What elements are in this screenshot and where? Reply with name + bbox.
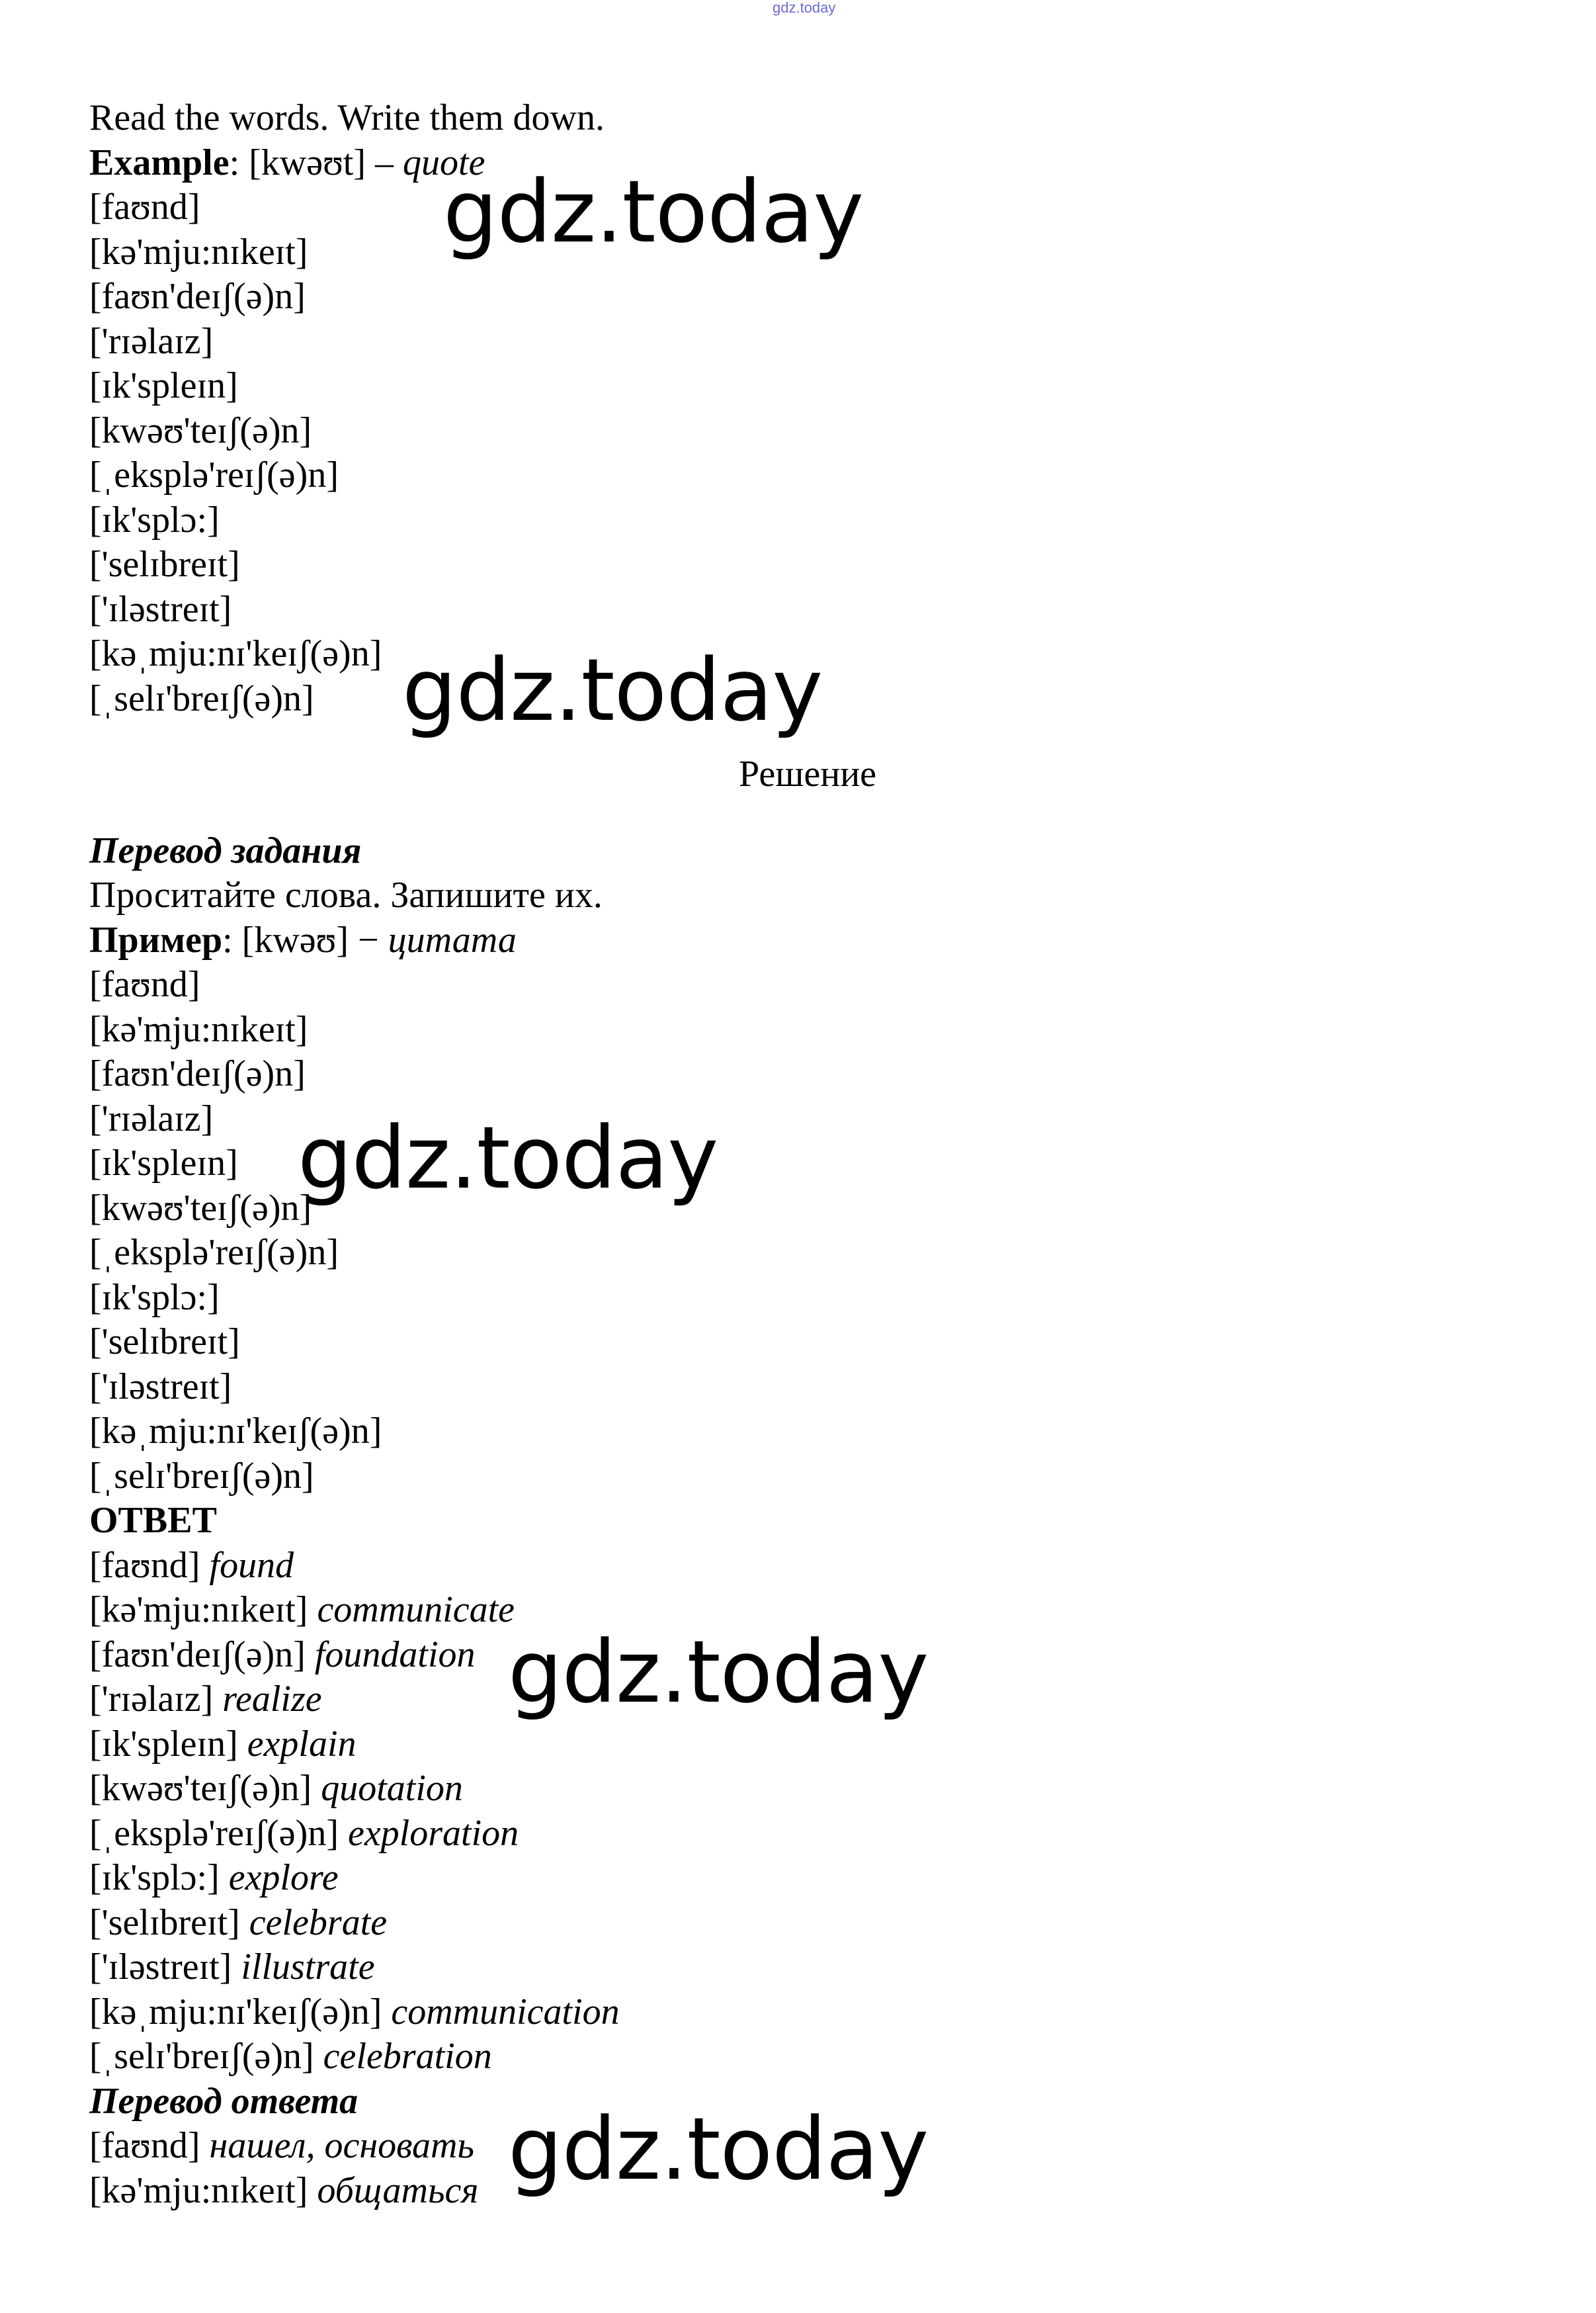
- answer-word: explore: [228, 1857, 339, 1898]
- watermark-stamp: gdz.today: [508, 2099, 929, 2199]
- translation-word: ['ɪləstreɪt]: [89, 1366, 232, 1407]
- answer-transcription: [ˌeksplə'reɪʃ(ə)n]: [89, 1812, 339, 1854]
- answer-heading: ОТВЕТ: [89, 1500, 217, 1541]
- example-word: quote: [403, 142, 485, 183]
- answer-item: [89, 1544, 1511, 1589]
- translation-example-label: Пример: [89, 919, 223, 961]
- answer-word: foundation: [314, 1634, 476, 1675]
- answer-transcription: [faʊnd]: [89, 1544, 200, 1586]
- answer-transcription: ['ɪləstreɪt]: [89, 1946, 232, 1987]
- answer-item: [89, 1856, 1511, 1901]
- answer-word: celebrate: [249, 1901, 388, 1943]
- answer-transcription: [kwəʊ'teɪʃ(ə)n]: [89, 1768, 312, 1809]
- solution-heading: Решение: [739, 754, 877, 795]
- answer-translation-transcription: [kə'mju:nɪkeɪt]: [89, 2169, 308, 2211]
- task-word: [kəˌmju:nɪ'keɪʃ(ə)n]: [89, 633, 382, 674]
- translation-word: [faʊn'deɪʃ(ə)n]: [89, 1053, 306, 1094]
- answer-transcription: [kə'mju:nɪkeɪt]: [89, 1589, 308, 1630]
- answer-transcription: ['rɪəlaɪz]: [89, 1679, 214, 1720]
- answer-transcription: [ˌselɪ'breɪʃ(ə)n]: [89, 2036, 314, 2077]
- translation-word-list: [89, 963, 1511, 1499]
- top-watermark-text: gdz.today: [773, 0, 836, 16]
- translation-word: [kwəʊ'teɪʃ(ə)n]: [89, 1187, 312, 1229]
- answer-word: realize: [222, 1679, 322, 1720]
- translation-word: [kə'mju:nɪkeɪt]: [89, 1008, 308, 1050]
- translation-word: [ɪk'spleɪn]: [89, 1143, 238, 1184]
- answer-item: [89, 1767, 1511, 1811]
- task-word: [faʊnd]: [89, 187, 200, 228]
- translation-word: [ˌeksplə'reɪʃ(ə)n]: [89, 1232, 339, 1273]
- example-label: Example: [89, 142, 230, 183]
- task-word: ['selɪbreɪt]: [89, 544, 240, 585]
- answer-item: [89, 1945, 1511, 1990]
- task-word: [ɪk'spleɪn]: [89, 365, 238, 406]
- answer-transcription: [faʊn'deɪʃ(ə)n]: [89, 1634, 306, 1675]
- task-word: [ˌselɪ'breɪʃ(ə)n]: [89, 677, 314, 719]
- translation-example-word: цитата: [388, 919, 517, 961]
- example-transcription: : [kwəʊt] –: [229, 142, 403, 183]
- task-word: [kwəʊ'teɪʃ(ə)n]: [89, 410, 312, 451]
- answer-item: [89, 2034, 1511, 2079]
- answer-translation-heading: Перевод ответа: [89, 2080, 358, 2122]
- task-word: [ɪk'splɔ:]: [89, 499, 220, 541]
- task-word: [kə'mju:nɪkeɪt]: [89, 231, 308, 273]
- answer-translation-word: нашел, основать: [209, 2125, 474, 2166]
- translation-word: [faʊnd]: [89, 964, 200, 1005]
- translation-word: [ɪk'splɔ:]: [89, 1276, 220, 1318]
- answer-word: communicate: [317, 1589, 515, 1630]
- translation-word: [kəˌmju:nɪ'keɪʃ(ə)n]: [89, 1411, 382, 1452]
- task-word: ['rɪəlaɪz]: [89, 320, 214, 362]
- answer-word: illustrate: [241, 1946, 375, 1987]
- task-word: [faʊn'deɪʃ(ə)n]: [89, 276, 306, 317]
- watermark-stamp: gdz.today: [298, 1108, 718, 1208]
- translation-word: ['rɪəlaɪz]: [89, 1098, 214, 1139]
- answer-translation-word: общаться: [317, 2169, 479, 2211]
- answer-word: found: [209, 1544, 294, 1586]
- answer-item: [89, 1901, 1511, 1946]
- answer-word: exploration: [347, 1812, 519, 1854]
- task-instruction: Read the words. Write them down.: [89, 97, 605, 138]
- answer-translation-transcription: [faʊnd]: [89, 2125, 200, 2166]
- task-word: [ˌeksplə'reɪʃ(ə)n]: [89, 455, 339, 496]
- answer-item: [89, 1990, 1511, 2035]
- task-word: ['ɪləstreɪt]: [89, 588, 232, 630]
- translation-heading: Перевод задания: [89, 830, 362, 871]
- answer-transcription: [kəˌmju:nɪ'keɪʃ(ə)n]: [89, 1991, 382, 2032]
- answer-word: communication: [391, 1991, 620, 2032]
- translation-example: [89, 918, 1511, 963]
- watermark-stamp: gdz.today: [402, 640, 823, 740]
- answer-transcription: [ɪk'spleɪn]: [89, 1723, 238, 1765]
- answer-transcription: [ɪk'splɔ:]: [89, 1857, 220, 1898]
- answer-word: quotation: [321, 1768, 463, 1809]
- answer-item: [89, 1722, 1511, 1767]
- watermark-stamp: gdz.today: [443, 161, 864, 262]
- translation-instruction: Проситайте слова. Запишите их.: [89, 875, 603, 916]
- watermark-stamp: gdz.today: [508, 1622, 929, 1722]
- translation-example-transcription: : [kwəʊ] −: [222, 919, 388, 961]
- translation-word: ['selɪbreɪt]: [89, 1321, 240, 1362]
- translation-word: [ˌselɪ'breɪʃ(ə)n]: [89, 1455, 314, 1497]
- answer-item: [89, 1811, 1511, 1856]
- answer-word: celebration: [323, 2036, 492, 2077]
- answer-word: explain: [247, 1723, 357, 1765]
- answer-transcription: ['selɪbreɪt]: [89, 1901, 240, 1943]
